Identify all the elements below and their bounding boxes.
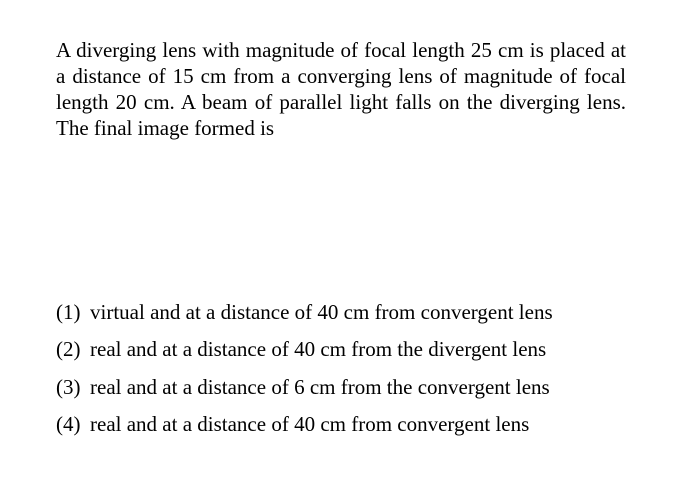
option-text: virtual and at a distance of 40 cm from convergent lens [90, 300, 553, 324]
option-number: (3) [56, 374, 81, 399]
option-4 [56, 409, 656, 446]
option-text: real and at a distance of 6 cm from the convergent lens [90, 374, 550, 399]
option-3 [56, 372, 656, 409]
question-text: A diverging lens with magnitude of focal length 25 cm is placed at a distance of 15 cm from a converging lens of magnitude of focal length 20 cm. A beam of parallel light falls on the diverging lens. The final image formed is [56, 38, 626, 140]
option-number: (1) [56, 300, 81, 324]
option-text: real and at a distance of 40 cm from convergent lens [90, 411, 530, 436]
option-1 [56, 297, 656, 334]
option-2 [56, 334, 656, 371]
option-number: (4) [56, 411, 81, 436]
option-text: real and at a distance of 40 cm from the divergent lens [90, 337, 547, 362]
option-number: (2) [56, 337, 81, 362]
options-list [56, 297, 656, 446]
